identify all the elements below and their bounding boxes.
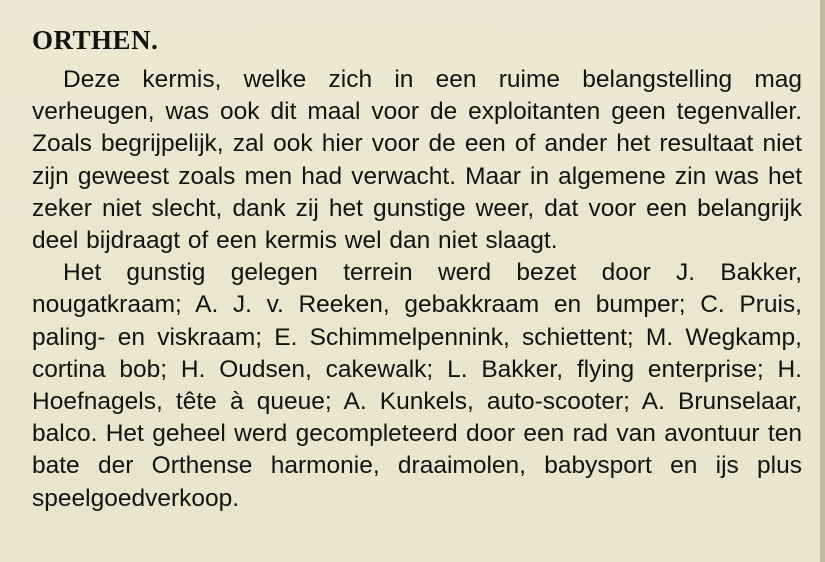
article-paragraph-1: Deze kermis, welke zich in een ruime belangstelling mag verheugen, was ook dit maal voor de exploitanten geen tegenvaller. Zoals begrijpelijk, zal ook hier voor de een of ander het resultaat niet zijn geweest zoals men had verwacht. Maar in algemene zin was het zeker niet slecht, dank zij het gunstige weer, dat voor een belangrijk deel bijdraagt of een kermis wel dan niet slaagt.: [32, 66, 802, 255]
page-edge: [820, 0, 825, 562]
article-paragraph-2: Het gunstig gelegen terrein werd bezet door J. Bakker, nougatkraam; A. J. v. Reeken, gebakkraam en bumper; C. Pruis, paling- en viskraam; E. Schimmelpennink, schiettent; M. Wegkamp, cortina bob; H. Oudsen, cakewalk; L. Bakker, flying enterprise; H. Hoefnagels, tête à queue; A. Kunkels, auto-scooter; A. Brunselaar, balco. Het geheel werd gecompleteerd door een rad van avontuur ten bate der Orthense harmonie, draaimolen, babysport en ijs plus speelgoedverkoop.: [32, 259, 802, 512]
article: [32, 22, 802, 515]
article-heading: ORTHEN.: [32, 25, 159, 55]
